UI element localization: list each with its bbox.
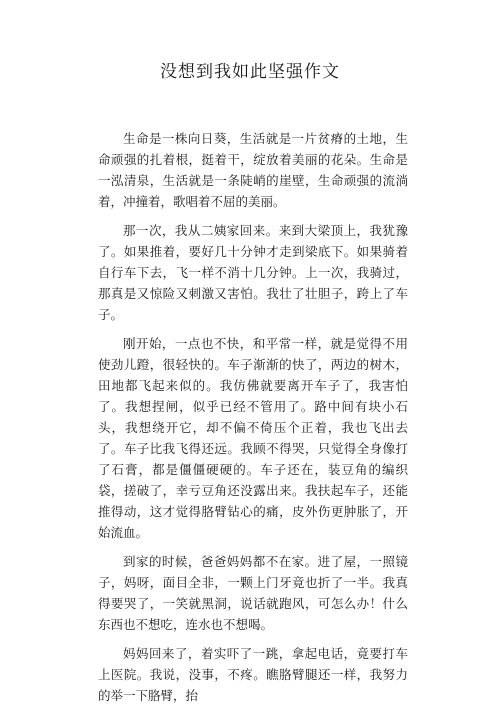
paragraph: 到家的时候，爸爸妈妈都不在家。进了屋，一照镜子，妈呀，面目全非，一颗上门牙竟也折了一半。我真得要哭了，一笑就黑洞，说话就跑风，可怎么办！什么东西也不想吃，连水也不想喝。 — [98, 554, 408, 632]
article-body — [98, 128, 408, 714]
paragraph: 那一次，我从二姨家回来。来到大梁顶上，我犹豫了。如果推着，要好几十分钟才走到梁底下。如果骑着自行车下去，飞一样不消十几分钟。上一次，我骑过，那真是又惊险又刺激又害怕。我壮了壮胆子，跨上了车子。 — [98, 223, 408, 322]
page-title: 没想到我如此坚强作文 — [160, 62, 340, 82]
paragraph: 刚开始，一点也不快，和平常一样，就是觉得不用使劲儿蹬，很轻快的。车子渐渐的快了，两边的树木，田地都飞起来似的。我仿佛就要离开车子了，我害怕了。我想捏闸，似乎已经不管用了。路中间有块小石头，我想绕开它，却不偏不倚压个正着，我也飞出去了。车子比我飞得还远。我顾不得哭，只觉得全身像打了石膏，都是僵僵硬硬的。车子还在，装豆角的编织袋，搓破了，幸亏豆角还没露出来。我扶起车子，还能推得动，这才觉得胳臂钻心的痛，皮外伤更肿胀了，开始流血。 — [98, 336, 408, 540]
paragraph: 妈妈回来了，着实吓了一跳，拿起电话，竟要打车上医院。我说，没事，不疼。瞧胳臂腿还一样，我努力的举一下胳臂，抬 — [98, 646, 408, 703]
paragraph: 生命是一株向日葵，生活就是一片贫瘠的土地，生命顽强的扎着根，挺着干，绽放着美丽的花朵。生命是一泓清泉，生活就是一条陡峭的崖壁，生命顽强的流淌着，冲撞着，歌唱着不屈的美丽。 — [98, 131, 408, 209]
